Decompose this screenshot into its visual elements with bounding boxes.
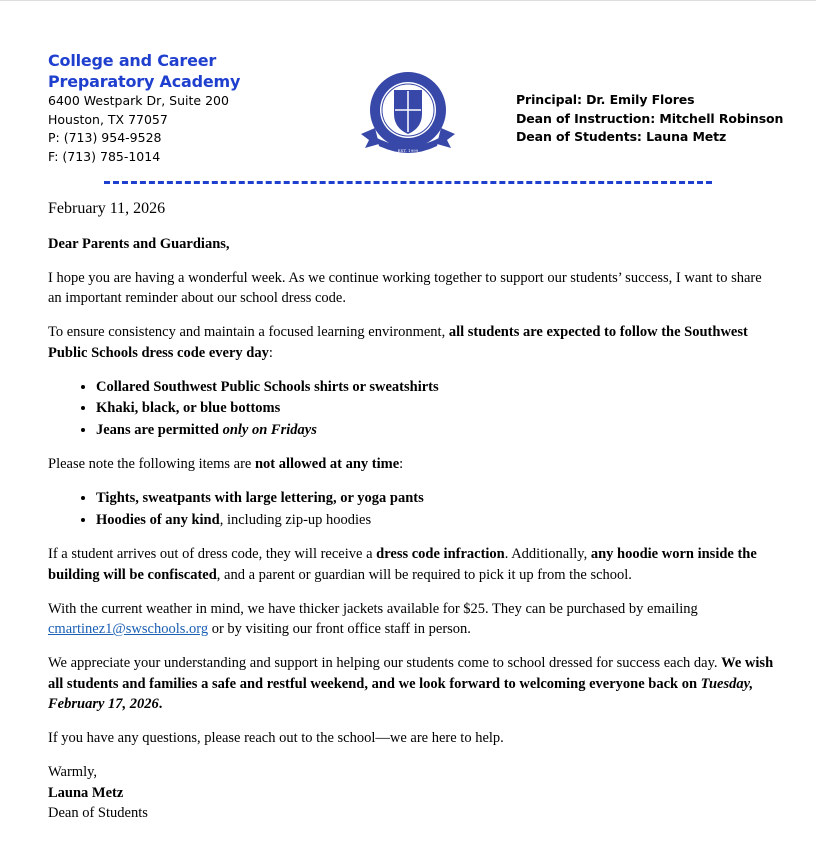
dean-of-students: Dean of Students: Launa Metz [516,129,727,144]
text: Jeans are permitted [96,421,223,438]
list-item [96,420,778,442]
text: Please note the following items are [48,456,255,472]
email-link[interactable]: cmartinez1@swschools.org [48,621,209,637]
dean-of-instruction: Dean of Instruction: Mitchell Robinson [516,110,784,126]
address-line1: 6400 Westpark Dr, Suite 200 [48,93,229,108]
text: or by visiting our front office staff in person. [208,621,471,637]
svg-text:EST. 1999: EST. 1999 [397,148,419,153]
bold-text: all students are expected to follow the Southwest Public Schools dress code every day [48,324,748,361]
italic-text: only on Fridays [222,421,317,438]
staff-info [516,91,783,147]
list-item: • Tights, sweatpants with large lettering, or yoga pants [96,488,778,510]
phone: P: (713) 954-9528 [48,130,162,145]
paragraph-infraction [48,544,778,585]
bold-text: not allowed at any time [254,456,400,472]
school-name-line1: College and Career [48,51,217,70]
address-line2: Houston, TX 77057 [48,111,168,127]
paragraph-questions: If you have any questions, please reach out to the school—we are here to help. [48,730,504,746]
signature-block [48,762,778,824]
text: . Additionally, [504,546,591,562]
paragraph-closing [48,653,778,715]
school-name [48,50,240,92]
text: . [158,696,163,712]
paragraph-dress-code [48,322,778,363]
list-item: • Khaki, black, or blue bottoms [96,398,778,420]
school-info [48,50,240,166]
bold-text: Hoodies of any kind [96,511,220,528]
text: : [268,344,273,361]
text: If a student arrives out of dress code, they will receive a [48,546,377,562]
closing: Warmly, [48,764,98,780]
salutation-text: Dear Parents and Guardians, [48,235,230,252]
signer-title: Dean of Students [48,805,148,821]
school-name-line2: Preparatory Academy [48,72,241,91]
allowed-list [48,377,778,442]
text: To ensure consistency and maintain a focused learning environment, [48,324,449,340]
text: , including zip-up hoodies [219,511,372,528]
list-item [96,510,778,532]
header-divider [104,181,712,184]
fax: F: (713) 785-1014 [48,148,161,164]
text: We wish all students and families a safe and restful weekend, and we look forward to welcoming everyone back on [48,655,774,692]
letter-body [48,199,778,824]
list-item: • Collared Southwest Public Schools shirts or sweatshirts [96,377,778,399]
text: , and a parent or guardian will be required to pick it up from the school. [216,566,632,583]
not-allowed-list [48,488,778,531]
text: With the current weather in mind, we have thicker jackets available for $25. They can be purchased by emailing [48,600,698,617]
salutation [48,234,778,255]
principal: Principal: Dr. Emily Flores [516,92,695,107]
page-edge [0,0,816,1]
paragraph-intro: I hope you are having a wonderful week. As we continue working together to support our students’ success, I want to share an important reminder about our school dress code. [48,269,762,306]
bold-text: dress code infraction [376,546,505,562]
paragraph-not-allowed [48,454,778,475]
text: : [399,456,404,472]
text: We appreciate your understanding and support in helping our students come to school dressed for success each day. [48,655,722,671]
signer-name [48,783,778,804]
letter-date: February 11, 2026 [48,200,166,217]
italic-text: Tuesday, February 17, 2026 [48,675,754,712]
bold-text: any hoodie worn inside the building will be confiscated [48,546,757,583]
school-crest-logo [357,68,459,160]
signer-name-text: Launa Metz [48,784,124,801]
paragraph-jackets [48,599,778,640]
